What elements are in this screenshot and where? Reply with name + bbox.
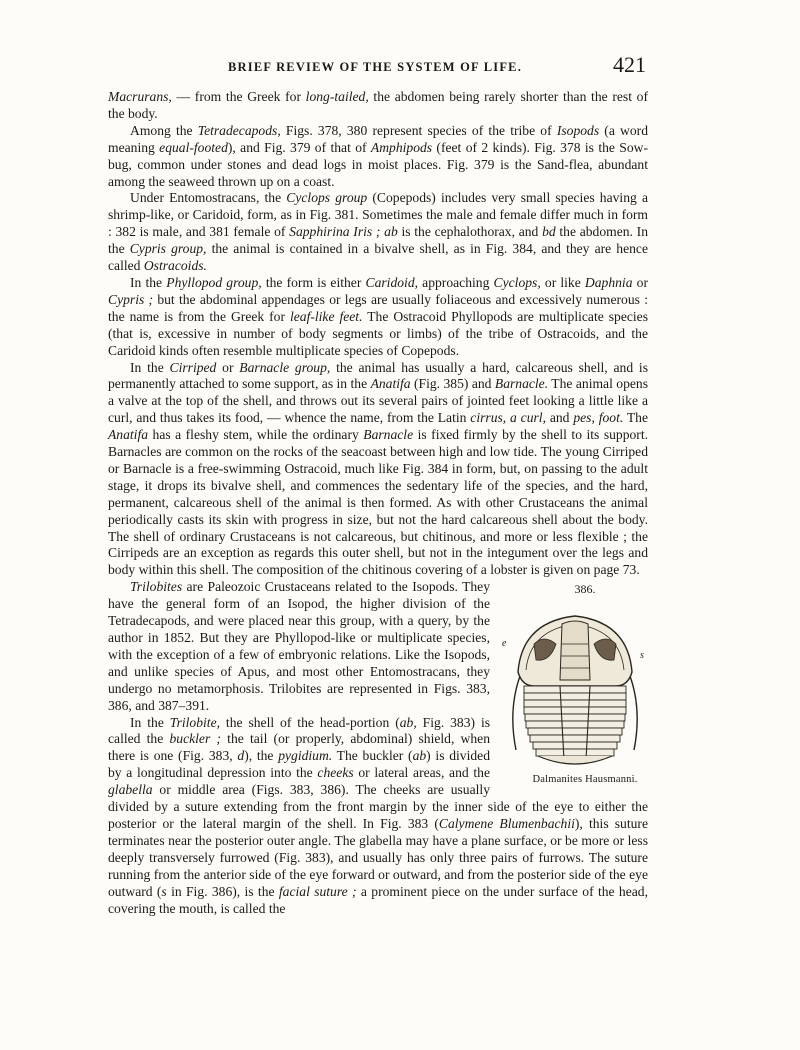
italic-text: pygidium. (278, 748, 333, 764)
text-run: In the (130, 359, 170, 375)
text-run: has a fleshy stem, while the ordinary (148, 427, 364, 443)
text-run: ), this suture terminates near the posterior outer angle. The glabella may have a plane surface, or be more or less deeply transversely furrowed (Fig. 383), and usually has only three pairs of furrows. The suture running from the anterior side of the eye forward or outward, and from the posterior side of the eye outward ( (108, 815, 648, 899)
italic-text: Cyclops, (493, 274, 541, 290)
text-run: — from the Greek for (171, 89, 306, 104)
text-run: but the abdominal appendages or legs are usually foliaceous and excessively numerous : the name is from the Greek for (108, 291, 648, 324)
text-run: or middle area (Figs. 383, 386). The cheeks are usually divided by a suture extending from the front margin by the inner side of the eye to either the posterior or the lateral margin of the shell. In Fig. 383 ( (108, 782, 648, 831)
text-run: a prominent piece on the under surface of the head, covering the mouth, is called the (108, 883, 648, 916)
text-run: (Fig. 385) and (410, 376, 495, 392)
page-header (108, 52, 648, 82)
italic-text: long-tailed, (305, 89, 369, 104)
italic-text: cirrus, a curl, (470, 410, 546, 426)
italic-text: Trilobite, (169, 714, 221, 730)
italic-text: facial suture ; (278, 883, 357, 899)
italic-text: s (161, 883, 167, 899)
text-run: in Fig. 386), is the (166, 883, 279, 899)
text-run: or (632, 274, 648, 290)
text-run: Among the (130, 122, 198, 138)
text-run: the shell of the head-portion ( (220, 714, 400, 730)
text-run: is fixed firmly by the shell to its support. Barnacles are common on the rocks of the seacoast between high and low tide. The young Cirriped or Barnacle is a free-swimming Ostracoid, much like Fig. 384 in form, but, on passing to the adult stage, it drops its bivalve shell, and commences the sedentary life of the species, and the hard, permanent, calcareous shell of the animal is then formed. As with other Crustaceans the animal periodically casts its skin with progress in size, but not the hard calcareous shell about the body. The shell of ordinary Crustaceans is not calcareous, but chitinous, and more or less flexible ; the Cirripeds are an exception as regards this outer shell, but not in the integument over the legs and body within this shell. The composition of the chitinous covering of a lobster is given on page 73. (108, 427, 648, 578)
italic-text: bd (542, 224, 556, 240)
text-run: the abdomen being rarely shorter than the rest of the body. (108, 89, 648, 121)
italic-text: Barnacle group, (239, 359, 331, 375)
text-run: the abdomen. In the (108, 224, 648, 257)
figure-caption: Dalmanites Hausmanni. (532, 774, 638, 786)
text-run: are Paleozoic Crustaceans related to the Isopods. They have the general form of an Isopod, the higher division of the Tetradecapods, and were placed near this group, with a query, by the author in 1852. But they are Phyllopod-like or multiplicate species, with the exception of a few of embryonic relations. Like the Isopods, and unlike species of Apus, and most other Entomostracans, they undergo no metamorphosis. Trilobites are represented in Figs. 383, 386, and 387–391. (108, 579, 490, 713)
paragraph-macrurans (108, 89, 648, 123)
text-run: The buckler ( (332, 748, 413, 764)
italic-text: Daphnia (584, 274, 633, 290)
paragraph-entomostracans (108, 190, 648, 275)
text-run: approaching (418, 274, 494, 290)
text-run: ), the (244, 748, 279, 764)
italic-text: ab, (399, 714, 417, 730)
text-run: is the cephalothorax, and (397, 224, 543, 240)
italic-text: Anatifa (370, 376, 411, 392)
italic-text: leaf-like feet. (289, 308, 363, 324)
figure-386 (500, 581, 648, 789)
text-run: The Ostracoid Phyllopods are multiplicate species (that is, excessive in number of body segments or limbs) of the tribe of Ostracoids, and the Caridoid kinds often resemble multiplicate species of Copepods. (108, 308, 648, 358)
italic-text: Barnacle. (494, 376, 549, 392)
text-run: and (545, 410, 574, 426)
text-run: (feet of 2 kinds). Fig. 378 is the Sow-bug, common under stones and dead logs in moist places. Fig. 379 is the Sand-flea, abundant among the seaweed thrown up on a coast. (108, 139, 648, 189)
text-run: the tail (or properly, abdominal) shield, when there is one (Fig. 383, (108, 731, 491, 764)
italic-text: buckler ; (169, 731, 221, 747)
italic-text: equal-footed (159, 139, 228, 155)
italic-text: Cypris ; (108, 291, 154, 307)
text-run: Under Entomostracans, the (130, 190, 287, 206)
italic-text: glabella (108, 782, 153, 798)
figure-label-e: e (502, 638, 507, 650)
italic-text: Tetradecapods, (197, 122, 281, 138)
italic-text: ab (384, 224, 398, 240)
page-number: 421 (613, 52, 646, 77)
paragraph-tetradecapods (108, 123, 648, 191)
italic-text: Barnacle (363, 427, 414, 443)
text-run: Fig. 383) is called the (108, 714, 491, 747)
text-run: (a word meaning (108, 122, 648, 155)
italic-text: Amphipods (370, 139, 433, 155)
text-run: or (216, 359, 240, 375)
italic-text: Anatifa (108, 427, 149, 443)
italic-text: ab (412, 748, 427, 764)
italic-text: Phyllopod group, (166, 274, 262, 290)
text-run: the animal has usually a hard, calcareous shell, and is permanently attached to some support, as in the (108, 359, 648, 392)
italic-text: Ostracoids. (143, 258, 207, 274)
body-text (108, 89, 648, 917)
italic-text: Calymene Blumenbachii (438, 815, 575, 831)
text-run: ), and Fig. 379 of that of (227, 139, 371, 155)
text-run: (Copepods) includes very small species having a shrimp-like, or Caridoid, form, as in Fig. 381. Sometimes the male and female differ much in form : 382 is male, and 381 female of (108, 190, 648, 240)
italic-text: Cyclops group (286, 190, 368, 206)
text-run: The animal opens a valve at the top of the shell, and throws out its several pairs of jointed feet looking a little like a curl, and thus takes its food, — whence the name, from the Latin (108, 376, 648, 426)
text-run: the animal is contained in a bivalve shell, as in Fig. 384, and they are hence called (108, 241, 648, 274)
paragraph-barnacle-group (108, 360, 648, 580)
italic-text: cheeks (317, 765, 354, 781)
text-run: Figs. 378, 380 represent species of the tribe of (280, 122, 557, 138)
figure-number: 386. (574, 582, 596, 597)
italic-text: Cirriped (169, 359, 217, 375)
text-run: the form is either (261, 274, 366, 290)
trilobite-illustration (500, 600, 650, 770)
text-run: ) is divided by a longitudinal depression into the (108, 748, 491, 781)
italic-text: Macrurans, (108, 89, 172, 104)
italic-text: pes, foot. (573, 410, 624, 426)
text-run: The (623, 410, 648, 426)
italic-text: Isopods (556, 122, 600, 138)
text-run: In the (130, 274, 167, 290)
italic-text: Sapphirina Iris ; (289, 224, 381, 240)
italic-text: d (237, 748, 245, 764)
text-run: or lateral areas, and the (353, 765, 490, 781)
running-head: BRIEF REVIEW OF THE SYSTEM OF LIFE. (228, 60, 523, 74)
paragraph-phyllopod-group (108, 275, 648, 360)
text-run: or like (540, 274, 585, 290)
text-run: In the (130, 714, 170, 730)
italic-text: Caridoid, (365, 274, 419, 290)
italic-text: Cypris group, (129, 241, 207, 257)
italic-text: Trilobites (130, 579, 183, 595)
figure-label-s: s (640, 650, 644, 662)
